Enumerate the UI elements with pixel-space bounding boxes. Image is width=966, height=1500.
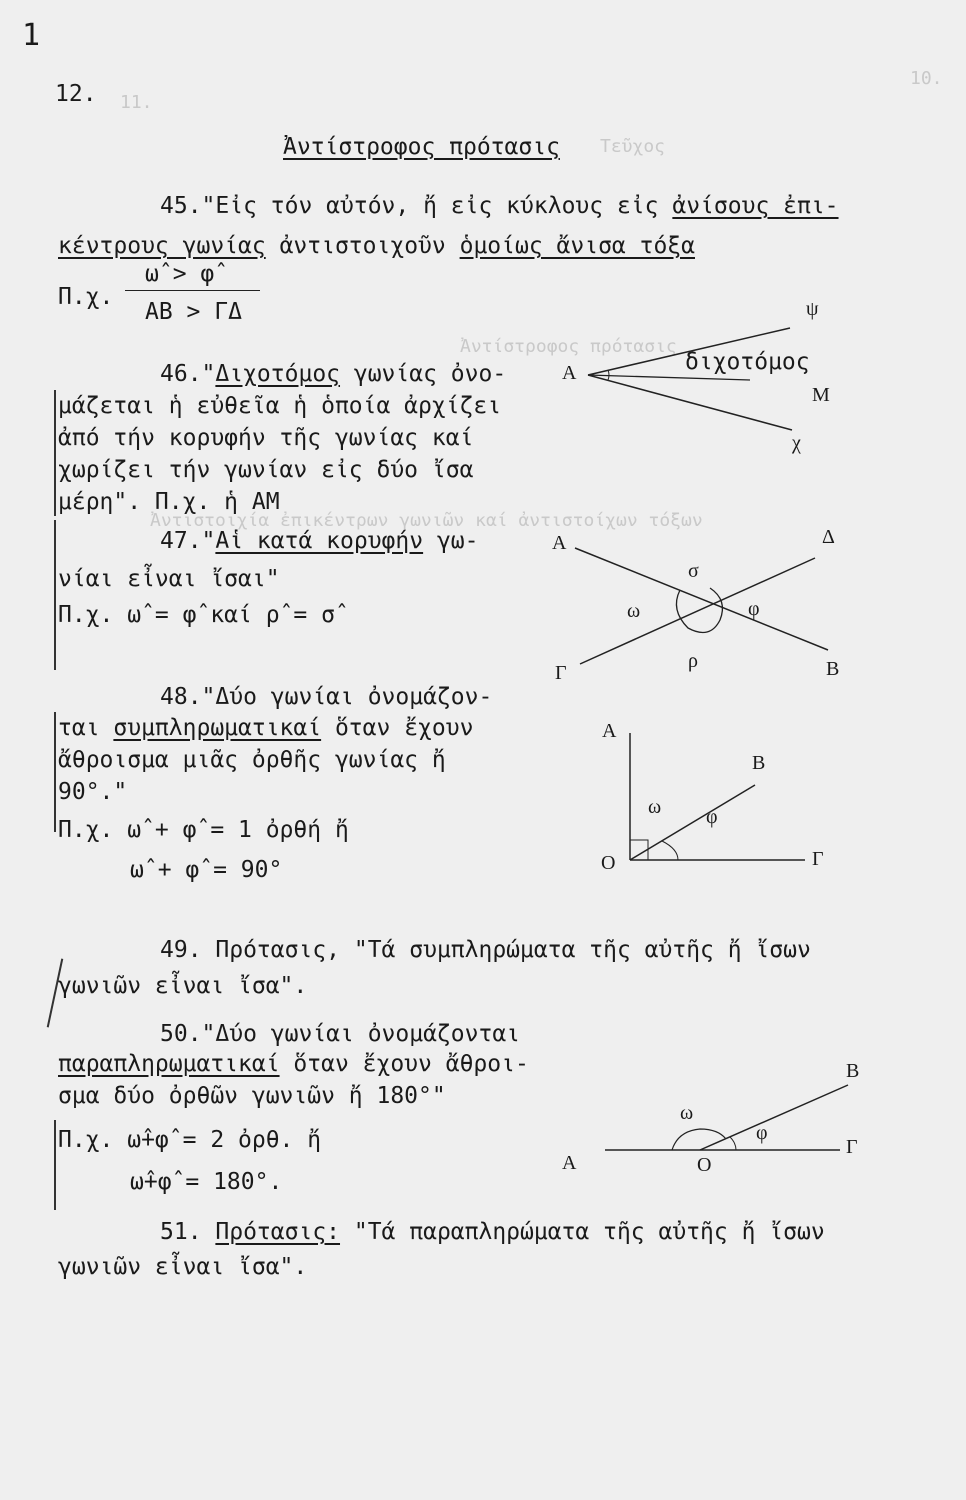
point-D-label: Δ: [822, 526, 835, 548]
item-48-line6: ω̂ + φ̂ = 90°: [130, 857, 283, 883]
item-47-line2: νίαι εἶναι ἴσαι": [58, 566, 280, 592]
point-M-label: M: [812, 384, 830, 406]
omega-label: ω: [648, 796, 662, 818]
margin-bracket: [54, 1120, 56, 1210]
rho-label: ρ: [688, 650, 698, 672]
point-A-label: A: [562, 1152, 577, 1174]
item-51-line2: γωνιῶν εἶναι ἴσα".: [58, 1254, 308, 1280]
psi-label: ψ: [806, 298, 819, 320]
fraction-bar: [125, 290, 260, 291]
complementary-angles-figure: [600, 725, 820, 865]
phi-label: φ: [756, 1122, 768, 1144]
item-48-line1: 48."Δύο γωνίαι ὀνομάζον-: [160, 684, 493, 710]
bleed-text: 11.: [120, 92, 153, 113]
item-48-line3: ἄθροισμα μιᾶς ὀρθῆς γωνίας ἤ: [58, 747, 446, 773]
point-A-label: A: [602, 720, 617, 742]
item-49-line1: 49. Πρότασις, "Τά συμπληρώματα τῆς αὐτῆς ἤ ἴσων: [160, 937, 811, 963]
vertical-angles-figure: [560, 540, 840, 680]
item-51-line1: 51. Πρότασις: "Τά παραπληρώματα τῆς αὐτῆς ἤ ἴσων: [160, 1219, 825, 1245]
margin-bracket: [54, 520, 56, 670]
bleed-text: 10.: [910, 68, 943, 89]
item-50-line4: Π.χ. ω̂+φ̂ = 2 ὀρθ. ἤ: [58, 1127, 322, 1153]
page-number: 12.: [55, 81, 97, 107]
item-45-example-label: Π.χ.: [58, 284, 114, 310]
omega-label: ω: [627, 600, 641, 622]
point-O-label: O: [601, 852, 616, 874]
point-O-label: O: [697, 1154, 712, 1176]
item-46-line5: μέρη". Π.χ. ἡ AM: [58, 489, 280, 515]
section-title: Ἀντίστροφος πρότασις: [283, 134, 560, 160]
point-B-label: B: [826, 658, 840, 680]
bisector-label: διχοτόμος: [685, 349, 810, 375]
point-B-label: B: [752, 752, 766, 774]
chi-label: χ: [792, 432, 801, 454]
item-45-line1: 45."Εἰς τόν αὐτόν, ἤ εἰς κύκλους εἰς ἀνίσους ἐπι-: [160, 193, 839, 219]
item-50-line2: παραπληρωματικαί ὅταν ἔχουν ἄθροι-: [58, 1051, 529, 1077]
item-48-line2: ται συμπληρωματικαί ὅταν ἔχουν: [58, 715, 474, 741]
item-45-line2: κέντρους γωνίας ἀντιστοιχοῦν ὁμοίως ἄνισα τόξα: [58, 233, 695, 259]
margin-bracket: [54, 390, 56, 516]
item-46-line4: χωρίζει τήν γωνίαν εἰς δύο ἴσα: [58, 457, 474, 483]
item-50-line5: ω̂+φ̂ = 180°.: [130, 1169, 283, 1195]
supplementary-angles-figure: [600, 1065, 860, 1165]
omega-label: ω: [680, 1102, 694, 1124]
item-50-line1: 50."Δύο γωνίαι ὀνομάζονται: [160, 1021, 521, 1047]
item-47-line1: 47."Αἱ κατά κορυφήν γω-: [160, 528, 479, 554]
item-46-line2: μάζεται ἡ εὐθεῖα ἡ ὁποία ἀρχίζει: [58, 393, 502, 419]
bisector-figure: [560, 320, 840, 450]
point-A-label: A: [562, 362, 577, 384]
point-A-label: A: [552, 532, 567, 554]
page-mark: 1: [22, 18, 41, 53]
phi-label: φ: [748, 598, 760, 620]
bleed-text: Ἀντίστροφος πρότασις: [460, 336, 677, 357]
item-48-line4: 90°.": [58, 779, 128, 805]
item-45-fraction-top: ω̂ > φ̂: [145, 261, 215, 287]
phi-label: φ: [706, 806, 718, 828]
point-G-label: Γ: [555, 662, 567, 684]
item-48-line5: Π.χ. ω̂ + φ̂ = 1 ὀρθή ἤ: [58, 817, 349, 843]
item-46-line3: ἀπό τήν κορυφήν τῆς γωνίας καί: [58, 425, 474, 451]
point-G-label: Γ: [812, 848, 824, 870]
item-50-line3: σμα δύο ὀρθῶν γωνιῶν ἤ 180°": [58, 1083, 446, 1109]
item-49-line2: γωνιῶν εἶναι ἴσα".: [58, 973, 308, 999]
bleed-text: Ἀντιστοιχία ἐπικέντρων γωνιῶν καί ἀντιστοίχων τόξων: [150, 510, 703, 531]
bleed-text: Τεῦχος: [600, 136, 666, 157]
point-G-label: Γ: [846, 1136, 858, 1158]
item-47-line3: Π.χ. ω̂ = φ̂ καί ρ̂ = σ̂: [58, 602, 335, 628]
item-46-line1: 46."Διχοτόμος γωνίας ὀνο-: [160, 361, 507, 387]
sigma-label: σ: [688, 560, 699, 582]
point-B-label: B: [846, 1060, 860, 1082]
item-45-fraction-bottom: AB > ΓΔ: [145, 299, 242, 325]
margin-bracket: [54, 712, 56, 832]
